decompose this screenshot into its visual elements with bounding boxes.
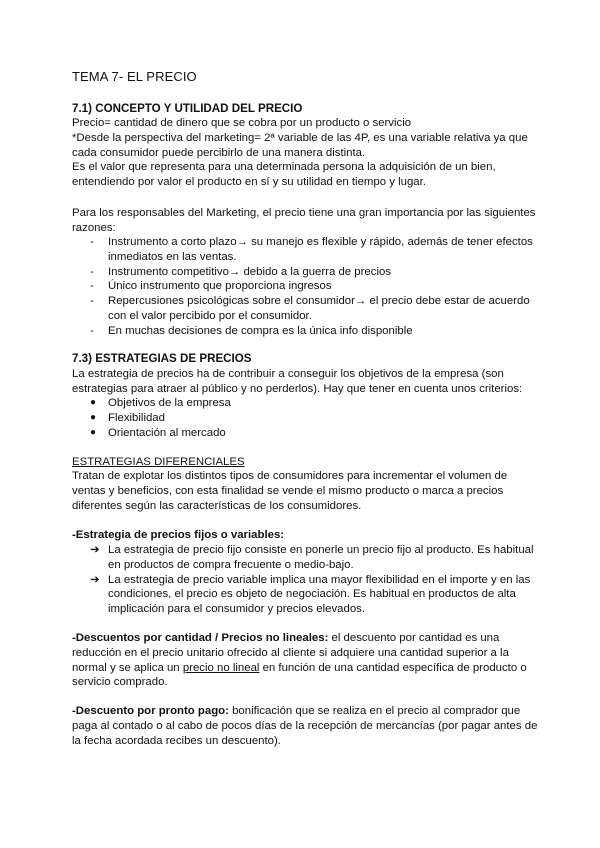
- paragraph-line: ventas y beneficios, con esta finalidad se vende el mismo producto o marca a precios: [72, 484, 504, 497]
- fixed-variable-list: [72, 543, 532, 617]
- paragraph-line: Es el valor que representa para una determinada persona la adquisición de un bien,: [72, 161, 496, 174]
- list-item: [72, 396, 532, 411]
- paragraph-line: reducción en el precio unitario ofrecido al cliente si adquiere una cantidad superior a la: [72, 646, 509, 659]
- list-item-text: en productos de compra frecuente o medio-bajo.: [108, 558, 354, 571]
- importance-list: [72, 235, 532, 339]
- list-item: [72, 426, 532, 441]
- list-item-text: La estrategia de precio fijo consiste en ponerle un precio fijo al producto. Es habitual: [108, 544, 534, 556]
- early-payment-paragraph: [72, 704, 538, 748]
- list-item-text: Instrumento a corto plazo→ su manejo es flexible y rápido, además de tener efectos: [108, 236, 533, 248]
- dash-marker: -: [90, 324, 94, 337]
- list-item-text: implicación para el consumidor y precios elevados.: [108, 603, 366, 616]
- list-item: [72, 294, 532, 324]
- list-item-text: inmediatos en las ventas.: [108, 250, 237, 263]
- bullet-marker: ●: [90, 426, 97, 438]
- section-7-1-body: [72, 116, 532, 190]
- list-item: [72, 324, 532, 339]
- paragraph-line: entendiendo por valor el producto en sí y su utilidad en tiempo y lugar.: [72, 176, 426, 189]
- paragraph-line: Tratan de explotar los distintos tipos de consumidores para incrementar el volumen de: [72, 470, 508, 482]
- dash-marker: -: [90, 280, 94, 293]
- paragraph-line: la fecha acordada recibes un descuento).: [72, 734, 281, 747]
- importance-intro: [72, 206, 536, 236]
- paragraph-line: servicio comprado.: [72, 676, 168, 689]
- list-item: [72, 279, 532, 294]
- list-item: [72, 265, 532, 280]
- dash-marker: -: [90, 295, 94, 308]
- paragraph-line: Precio= cantidad de dinero que se cobra por un producto o servicio: [72, 117, 412, 129]
- list-item: [72, 573, 532, 617]
- dash-marker: -: [90, 265, 94, 278]
- paragraph-text: el descuento por cantidad es una: [328, 632, 500, 644]
- quantity-discount-term: -Descuentos por cantidad / Precios no lineales:: [72, 632, 329, 644]
- paragraph-line: razones:: [72, 221, 116, 234]
- section-7-3-body: [72, 367, 532, 397]
- dash-marker: -: [90, 236, 94, 248]
- list-item-text: Repercusiones psicológicas sobre el consumidor→ el precio debe estar de acuerdo: [108, 295, 530, 308]
- list-item-text: Instrumento competitivo→ debido a la guerra de precios: [108, 265, 392, 278]
- list-item-text: Flexibilidad: [108, 411, 165, 424]
- section-heading-7-1: 7.1) CONCEPTO Y UTILIDAD DEL PRECIO: [72, 102, 303, 115]
- subsection-heading-diferenciales: ESTRATEGIAS DIFERENCIALES: [72, 456, 245, 468]
- quantity-discount-paragraph: [72, 631, 532, 690]
- list-item-text: La estrategia de precio variable implica una mayor flexibilidad en el importe y en las: [108, 573, 531, 586]
- paragraph-line: La estrategia de precios ha de contribuir a conseguir los objetivos de la empresa (son: [72, 368, 504, 380]
- arrow-marker: ➔: [90, 573, 100, 586]
- paragraph-line: estrategias para atraer al público y no perderlos). Hay que tener en cuenta unos criterios:: [72, 382, 523, 395]
- diferenciales-body: [72, 469, 532, 513]
- list-item: [72, 411, 532, 426]
- list-item-text: Orientación al mercado: [108, 426, 226, 439]
- paragraph-line: *Desde la perspectiva del marketing= 2ª variable de las 4P, es una variable relativa ya que: [72, 131, 528, 144]
- list-item-text: con el valor percibido por el consumidor.: [108, 309, 312, 322]
- early-payment-term: -Descuento por pronto pago:: [72, 705, 229, 717]
- list-item-text: En muchas decisiones de compra es la única info disponible: [108, 324, 413, 337]
- list-item-text: condiciones, el precio es objeto de negociación. Es habitual en productos de alta: [108, 588, 516, 601]
- bullet-marker: ●: [90, 397, 97, 408]
- bullet-marker: ●: [90, 411, 97, 423]
- list-item: [72, 235, 532, 265]
- list-item-text: Único instrumento que proporciona ingresos: [108, 280, 332, 293]
- list-item: [72, 543, 532, 573]
- paragraph-line: Para los responsables del Marketing, el precio tiene una gran importancia por las siguientes: [72, 207, 536, 219]
- list-item-text: Objetivos de la empresa: [108, 397, 231, 409]
- paragraph-text: normal y se aplica un: [72, 661, 183, 674]
- criteria-list: [72, 396, 532, 440]
- paragraph-line: cada consumidor puede percibirlo de una manera distinta.: [72, 146, 366, 159]
- paragraph-text: bonificación que se realiza en el precio al comprador que: [228, 705, 521, 717]
- paragraph-line: paga al contado o al cabo de pocos días de la recepción de mercancías (por pagar antes de: [72, 719, 538, 732]
- underlined-term: precio no lineal: [182, 661, 260, 674]
- page-title: TEMA 7- EL PRECIO: [72, 69, 197, 84]
- section-heading-7-3: 7.3) ESTRATEGIAS DE PRECIOS: [72, 352, 252, 365]
- arrow-marker: ➔: [90, 544, 100, 556]
- paragraph-text: en función de una cantidad específica de producto o: [259, 661, 527, 674]
- strategy-fixed-variable-heading: -Estrategia de precios fijos o variables:: [72, 529, 285, 541]
- paragraph-line: diferentes según las características de los consumidores.: [72, 499, 362, 512]
